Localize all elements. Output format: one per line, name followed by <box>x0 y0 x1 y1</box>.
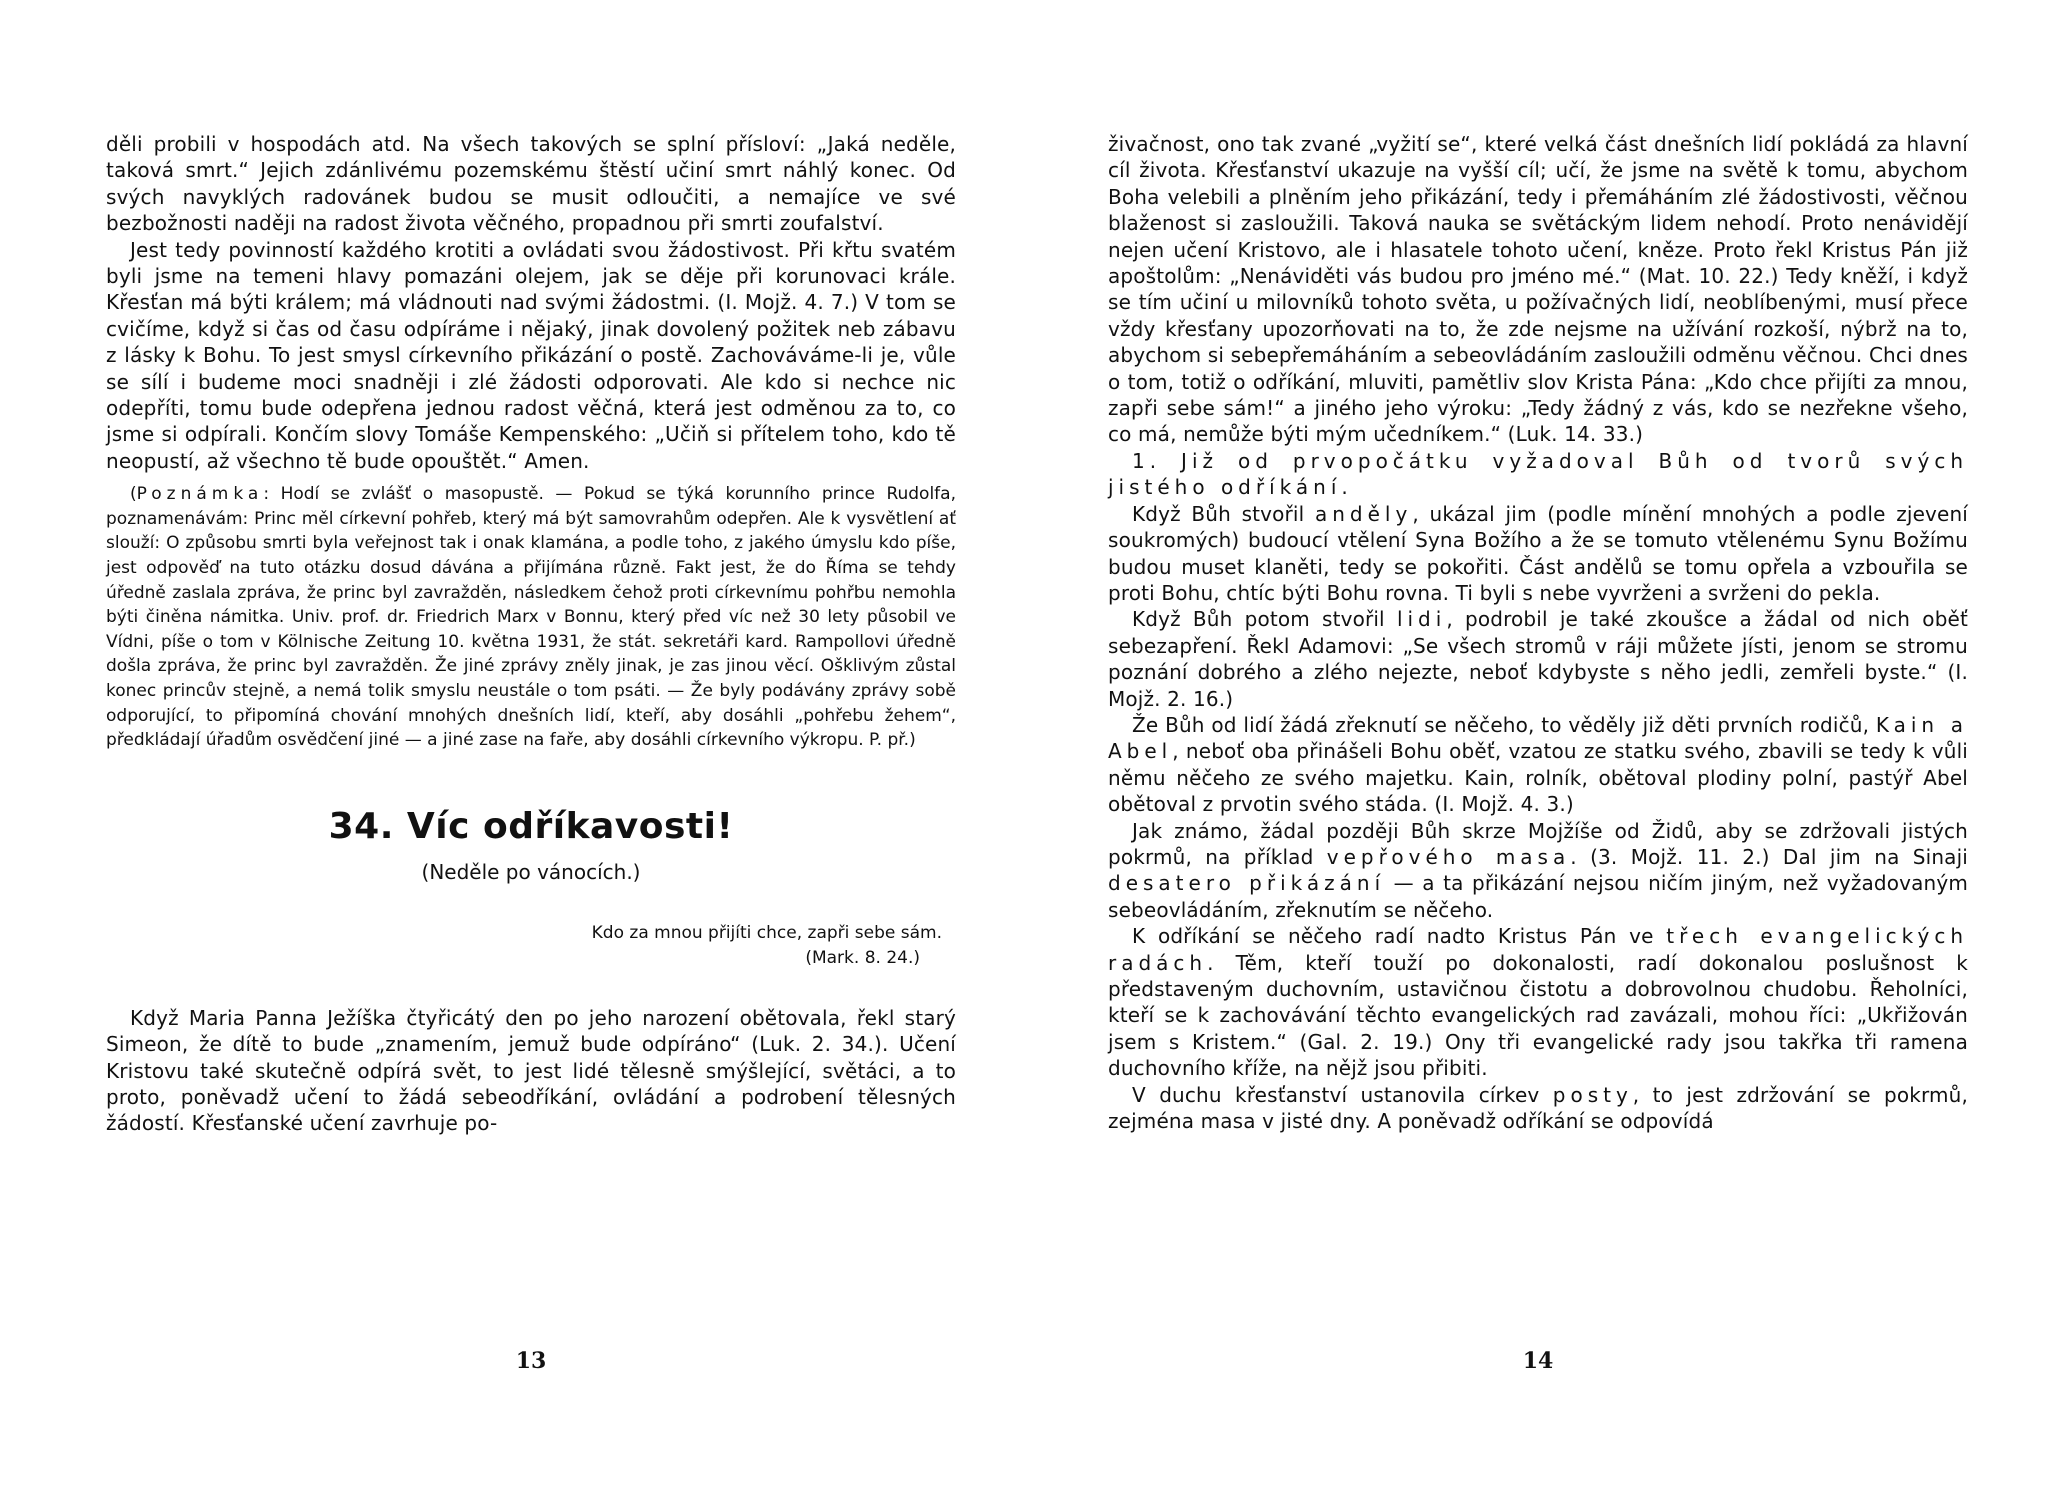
counsels-text-b: . Těm, kteří touží po dokonalosti, radí dokonalou poslušnost k představeným duchovním, ustavičnou čistotu a dobrovolnou chudobu. Řeholníci, kteří se k zachovávání těchto evangelických rad zavázali, mohou říci: „Ukřižován jsem s Kristem.“ (Gal. 2. 19.) Ony tři evangelické rady jsou takřka tři ramena duchovního kříže, na nějž jsou přibiti. <box>1108 950 1968 1081</box>
moses-spaced-1: vepřového masa <box>1326 844 1571 869</box>
people-text-b: , podrobil je také zkoušce a žádal od nich oběť sebezapření. Řekl Adamovi: „Se všech stromů v ráji můžete jísti, jenom se stromu poznání dobrého a zlého nejezte, neboť kdybyste s něho jedli, zemřeli byste.“ (I. Mojž. 2. 16.) <box>1108 607 1968 711</box>
page-number-right: 14 <box>1522 1348 1554 1374</box>
section-heading-1 <box>1108 448 1968 501</box>
moses-text-a: Jak známo, žádal později Bůh skrze Mojžíše od Židů, aby se zdržovali jistých pokrmů, na příklad <box>1108 818 1968 869</box>
right-paragraph-1: živačnost, ono tak zvané „vyžití se“, které velká část dnešních lidí pokládá za hlavní cíl života. Křesťanství ukazuje na vyšší cíl; učí, že jsme na světě k tomu, abychom Boha velebili a plněním jeho přikázání, tedy i přemáháním zlé žádostivosti, věčnou blaženost si zasloužili. Taková nauka se světáckým lidem nehodí. Proto nenávidějí nejen učení Kristovo, ale i hlasatele tohoto učení, kněze. Proto řekl Kristus Pán již apoštolům: „Nenáviděti vás budou pro jméno mé.“ (Mat. 10. 22.) Tedy kněží, i když se tím učiní u milovníků tohoto světa, u požívačných lidí, neoblíbenými, musí přece vždy křesťany upozorňovati na to, že zde nejsme na užívání rozkoší, nýbrž na to, abychom si sebepřemáháním a sebeovládáním zasloužili odměnu věčnou. Chci dnes o tom, totiž o odříkání, mluviti, pamětliv slov Krista Pána: „Kdo chce přijíti za mnou, zapři sebe sám!“ a jiného jeho výroku: „Tedy žádný z vás, kdo se nezřekne všeho, co má, nemůže býti mým učedníkem.“ (Luk. 14. 33.) <box>1108 132 1968 447</box>
counsels-spaced: třech evangelických radách <box>1108 924 1968 975</box>
chapter-subtitle: (Neděle po vánocích.) <box>421 859 641 884</box>
right-paragraph-cain-abel <box>1108 712 1968 818</box>
page-number-left: 13 <box>515 1348 547 1374</box>
angels-spaced-word: anděly <box>1315 501 1413 526</box>
angels-text-a: Když Bůh stvořil <box>1132 501 1315 526</box>
note-text: : Hodí se zvlášť o masopustě. — Pokud se týká korunního prince Rudolfa, poznamenávám: Princ měl církevní pohřeb, který má být samovrahům odepřen. Ale k vysvětlení ať slouží: O způsobu smrti byla veřejnost tak i onak klamána, a podle toho, z jakého úmyslu kdo píše, jest odpověď na tuto otázku dosud dávána a přijímána různě. Fakt jest, že do Říma se tehdy úředně zaslala zpráva, že princ byl zavražděn, následkem čehož proti církevnímu pohřbu nemohla býti činěna námitka. Univ. prof. dr. Friedrich Marx v Bonnu, který před víc než 30 lety působil ve Vídni, píše o tom v Kölnische Zeitung 10. května 1931, že stát. sekretáři kard. Rampollovi úředně došla zpráva, že princ byl zavražděn. Že jiné zprávy zněly jinak, je zas jinou věcí. Ošklivým zůstal konec princův stejně, a nemá tolik smyslu neustále o tom psáti. — Že byly podávány zprávy sobě odporující, to připomíná chování mnohých dnešních lidí, kteří, aby dosáhli „pohřebu žehem“, předkládají úřadům osvědčení jiné — a jiné zase na faře, aby dosáhli církevního výkropu. P. př.) <box>106 484 956 751</box>
right-paragraph-moses <box>1108 818 1968 924</box>
right-page <box>1108 0 1968 1500</box>
cain-abel-text-b: , neboť oba přinášeli Bohu oběť, vzatou ze statku svého, zbavili se tedy k vůli němu něčeho ze svého majetku. Kain, rolník, obětoval plodiny polní, pastýř Abel obětoval z prvotin svého stáda. (I. Mojž. 4. 3.) <box>1108 739 1968 817</box>
fasts-spaced: posty <box>1552 1082 1633 1107</box>
left-page <box>106 0 956 1500</box>
right-paragraph-counsels <box>1108 923 1968 1081</box>
epigraph-reference: (Mark. 8. 24.) <box>805 947 920 968</box>
right-paragraph-angels <box>1108 501 1968 607</box>
chapter-opening-paragraph: Když Maria Panna Ježíška čtyřicátý den po jeho narození obětovala, řekl starý Simeon, že dítě to bude „znamením, jemuž bude odpíráno“ (Luk. 2. 34.). Učení Kristovu také skutečně odpírá svět, to jest lidé tělesně smýšlející, světáci, a to proto, poněvadž učení to žádá sebeodříkání, ovládání a podrobení tělesných žádostí. Křesťanské učení zavrhuje po- <box>106 1005 956 1136</box>
fasts-text-a: V duchu křesťanství ustanovila církev <box>1132 1082 1553 1107</box>
section-heading-text: 1. Již od prvopočátku vyžadoval Bůh od tvorů svých jistého odříkání. <box>1108 448 1968 500</box>
cain-abel-spaced-words: Kain a Abel <box>1108 712 1968 764</box>
footnote-remark <box>106 482 956 753</box>
counsels-text-a: K odříkání se něčeho radí nadto Kristus Pán ve <box>1132 924 1667 949</box>
right-paragraph-fasts <box>1108 1082 1968 1135</box>
angels-text-b: , ukázal jim (podle mínění mnohých a podle zjevení soukromých) budoucí vtělení Syna Božího a že se tomuto vtělenému Synu Božímu budou muset klaněti, tedy se pokořiti. Část andělů se tomu opřela a vzbouřila se proti Bohu, chtíc býti Bohu rovna. Ti byli s nebe vyvrženi a svrženi do pekla. <box>1108 501 1968 605</box>
note-label: Poznámka <box>136 484 264 505</box>
people-spaced-word: lidi <box>1396 607 1447 632</box>
moses-text-b: . (3. Mojž. 11. 2.) Dal jim na Sinaji <box>1570 844 1968 869</box>
fasts-text-b: , to jest zdržování se pokrmů, zejména masa v jisté dny. A poněvadž odříkání se odpovídá <box>1108 1082 1968 1134</box>
left-page-column <box>106 131 956 1137</box>
right-page-column <box>1108 131 1968 1134</box>
chapter-title: 34. Víc odříkavosti! <box>328 805 734 847</box>
note-open-paren: ( <box>130 484 137 505</box>
epigraph <box>106 921 956 971</box>
right-paragraph-people <box>1108 606 1968 712</box>
moses-text-c: — a ta přikázání nejsou ničím jiným, než vyžadovaným sebeovládáním, zřeknutím se něčeho. <box>1108 871 1968 922</box>
left-paragraph-1: děli probili v hospodách atd. Na všech takových se splní přísloví: „Jaká neděle, taková smrt.“ Jejich zdánlivému pozemskému štěstí učiní smrt náhlý konec. Od svých navyklých radovánek budou se musit odloučiti, a nemajíce ve své bezbožnosti naději na radost života věčného, propadnou při smrti zoufalství. <box>106 132 956 236</box>
left-paragraph-2: Jest tedy povinností každého krotiti a ovládati svou žádostivost. Při křtu svatém byli jsme na temeni hlavy pomazáni olejem, jak se děje při korunovaci krále. Křesťan má býti králem; má vládnouti nad svými žádostmi. (I. Mojž. 4. 7.) V tom se cvičíme, když si čas od času odpíráme i nějaký, jinak dovolený požitek neb zábavu z lásky k Bohu. To jest smysl církevního přikázání o postě. Zachováváme-li je, vůle se sílí i budeme moci snadněji i zlé žádosti odporovati. Ale kdo si nechce nic odepříti, tomu bude odepřena jednou radost věčná, která jest odměnou za to, co jsme si odpírali. Končím slovy Tomáše Kempenského: „Učiň si přítelem toho, kdo tě neopustí, až všechno tě bude opouštět.“ Amen. <box>106 237 956 473</box>
cain-abel-text-a: Že Bůh od lidí žádá zřeknutí se něčeho, to věděly již děti prvních rodičů, <box>1132 712 1876 737</box>
epigraph-text: Kdo za mnou přijíti chce, zapři sebe sám. <box>591 922 942 943</box>
people-text-a: Když Bůh potom stvořil <box>1132 607 1397 632</box>
moses-spaced-2: desatero přikázání <box>1108 871 1386 896</box>
